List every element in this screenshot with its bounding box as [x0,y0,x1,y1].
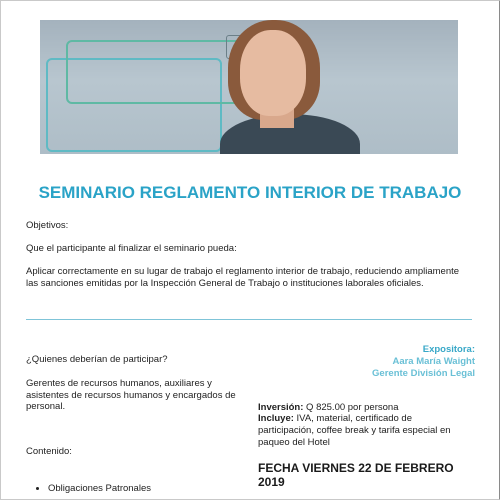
incluye-line1 [258,413,412,425]
incluye-line3: paqueo del Hotel [258,437,330,448]
incluye-line2: participación, coffee break y tarifa especial en [258,425,451,436]
quienes-body-line3: personal. [26,401,66,412]
inversion-value: Q 825.00 por persona [303,402,399,413]
speaker-role: Expositora: [422,344,475,355]
incluye-label: Incluye: [258,413,294,424]
woman-photo [210,20,370,154]
objetivos-intro: Que el participante al finalizar el seminario pueda: [26,243,237,254]
objetivos-heading: Objetivos: [26,220,69,231]
speaker-title: Gerente División Legal [372,368,475,379]
speaker-name: Aara María Waight [392,356,475,367]
quienes-heading: ¿Quienes deberían de participar? [26,354,168,365]
page-title: SEMINARIO REGLAMENTO INTERIOR DE TRABAJO [38,183,462,202]
event-date-line1: FECHA VIERNES 22 DE FEBRERO [258,461,454,475]
event-date [258,461,478,489]
speaker-block [372,344,475,380]
incluye-value: IVA, material, certificado de [293,413,413,424]
event-date-line2: 2019 [258,475,285,489]
list-item: • Obligaciones Patronales [48,483,151,494]
objetivos-body-line1: Aplicar correctamente en su lugar de trabajo el reglamento interior de trabajo, reduciendo ampliamente [26,266,460,277]
contenido-heading: Contenido: [26,446,72,457]
inversion-label: Inversión: [258,402,304,413]
objetivos-body-line2: las sanciones emitidas por la Inspección General de Trabajo o instituciones laborales oficiales. [26,278,424,289]
quienes-body-line1: Gerentes de recursos humanos, auxiliares y [26,378,212,389]
contenido-list [26,483,151,494]
hero-image [40,20,458,154]
quienes-body-line2: asistentes de recursos humanos y encargados de [26,390,236,401]
section-divider [26,319,472,320]
